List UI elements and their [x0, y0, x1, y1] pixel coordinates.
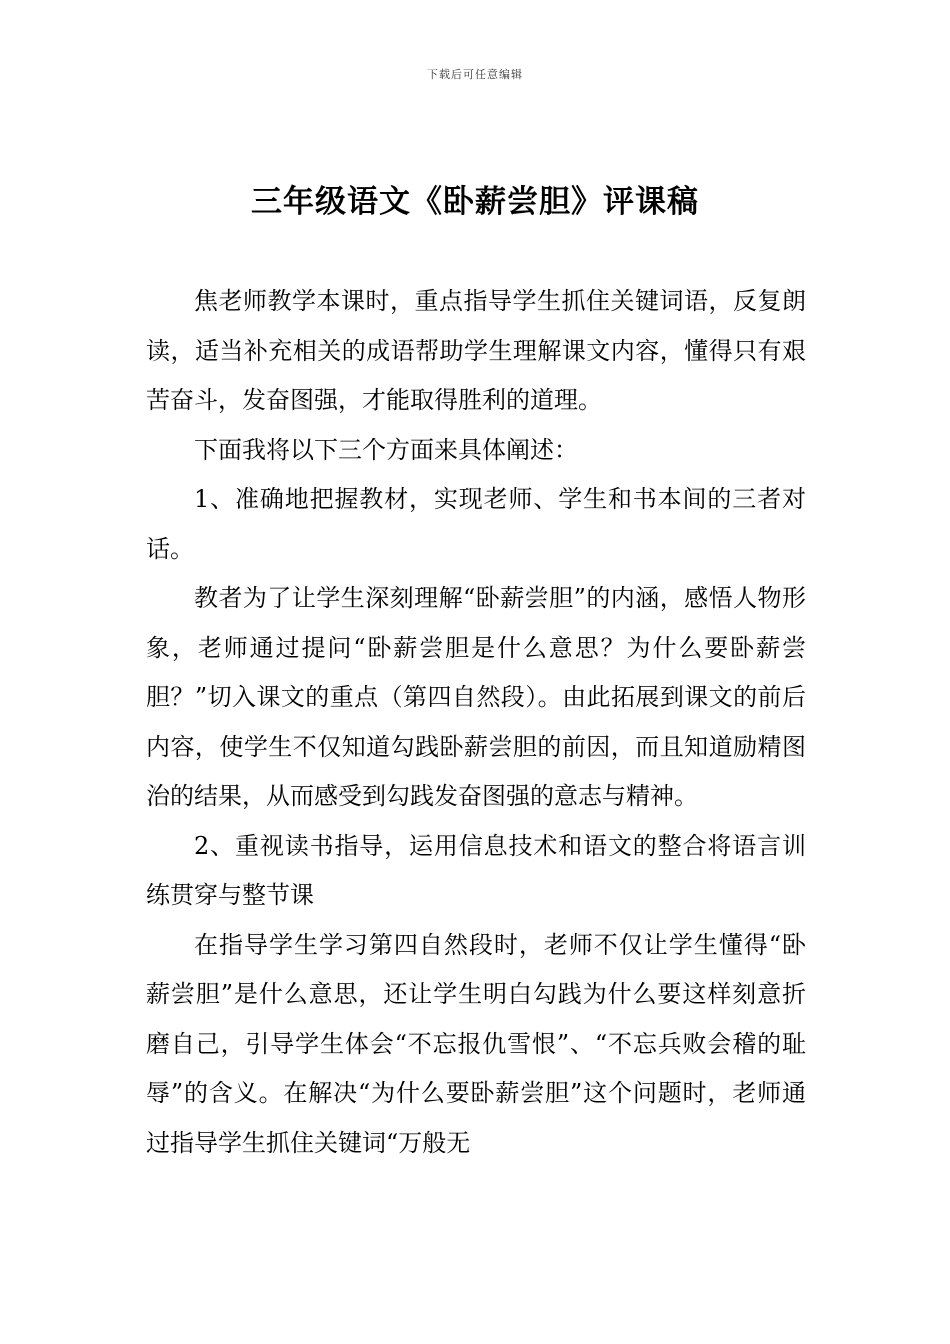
- document-body: [146, 277, 806, 1168]
- paragraph-point-1: 1、准确地把握教材，实现老师、学生和书本间的三者对话。: [146, 485, 806, 563]
- paragraph-point-1-detail: 教者为了让学生深刻理解“卧薪尝胆”的内涵，感悟人物形象，老师通过提问“卧薪尝胆是什么意思？为什么要卧薪尝胆？”切入课文的重点（第四自然段）。由此拓展到课文的前后内容，使学生不仅知道勾践卧薪尝胆的前因，而且知道励精图治的结果，从而感受到勾践发奋图强的意志与精神。: [146, 584, 806, 810]
- header-note: 下载后可任意编辑: [427, 68, 523, 81]
- paragraph-outline: 下面我将以下三个方面来具体阐述：: [194, 435, 578, 464]
- paragraph-point-2: 2、重视读书指导，运用信息技术和语文的整合将语言训练贯穿与整节课: [146, 831, 806, 909]
- document-title: 三年级语文《卧薪尝胆》评课稿: [251, 184, 699, 220]
- paragraph-intro: 焦老师教学本课时，重点指导学生抓住关键词语，反复朗读，适当补充相关的成语帮助学生理解课文内容，懂得只有艰苦奋斗，发奋图强，才能取得胜利的道理。: [146, 287, 806, 414]
- paragraph-point-2-detail: 在指导学生学习第四自然段时，老师不仅让学生懂得“卧薪尝胆”是什么意思，还让学生明白勾践为什么要这样刻意折磨自己，引导学生体会“不忘报仇雪恨”、“不忘兵败会稽的耻辱”的含义。在解决“为什么要卧薪尝胆”这个问题时，老师通过指导学生抓住关键词“万般无: [146, 930, 806, 1157]
